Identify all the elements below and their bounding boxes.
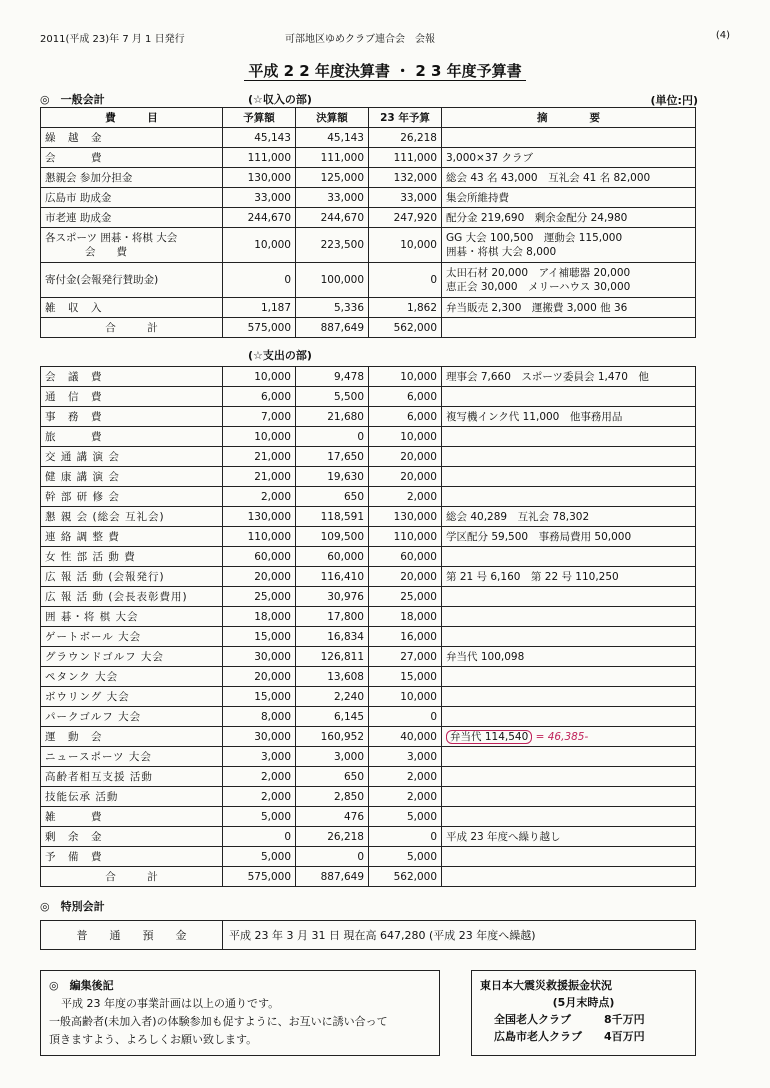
- table-row: 市老連 助成金 244,670 244,670 247,920 配分金 219,690 剰余金配分 24,980: [41, 208, 696, 228]
- expense-label: (☆支出の部): [248, 349, 312, 362]
- table-row: 会 費 111,000 111,000 111,000 3,000×37 クラブ: [41, 148, 696, 168]
- table-row: 幹 部 研 修 会 2,000 650 2,000: [41, 487, 696, 507]
- special-account-label: ◎ 特別会計: [40, 900, 105, 913]
- table-header-row: [41, 108, 696, 128]
- table-row: 交 通 講 演 会 21,000 17,650 20,000: [41, 447, 696, 467]
- issue-date: 2011(平成 23)年 7 月 1 日発行: [40, 34, 185, 45]
- table-row: 懇 親 会 (総会 互礼会) 130,000 118,591 130,000 総会 40,289 互礼会 78,302: [41, 507, 696, 527]
- page-number: (4): [715, 30, 730, 41]
- income-total-row: 合 計 575,000 887,649 562,000: [41, 318, 696, 338]
- table-row: [41, 921, 696, 950]
- org-name: 可部地区ゆめクラブ連合会 会報: [285, 34, 435, 45]
- table-row: ペタンク 大会 20,000 13,608 15,000: [41, 667, 696, 687]
- table-row: 広 報 活 動 (会報発行) 20,000 116,410 20,000 第 21 号 6,160 第 22 号 110,250: [41, 567, 696, 587]
- table-row: 健 康 講 演 会 21,000 19,630 20,000: [41, 467, 696, 487]
- expense-table: [40, 366, 696, 887]
- special-value: 平成 23 年 3 月 31 日 現在高 647,280 (平成 23 年度へ繰越): [223, 921, 696, 950]
- page-header: [40, 30, 730, 46]
- table-row: 寄付金(会報発行賛助金) 0 100,000 0 太田石材 20,000 アイ補聴器 20,000 恵正会 30,000 メリーハウス 30,000: [41, 263, 696, 298]
- table-row: 繰 越 金 45,143 45,143 26,218: [41, 128, 696, 148]
- table-row: 通 信 費 6,000 5,500 6,000: [41, 387, 696, 407]
- table-row: 会 議 費 10,000 9,478 10,000 理事会 7,660 スポーツ委員会 1,470 他: [41, 367, 696, 387]
- table-row: 女 性 部 活 動 費 60,000 60,000 60,000: [41, 547, 696, 567]
- col-budget: 予算額: [223, 108, 296, 128]
- circled-note: 弁当代 114,540: [446, 730, 532, 744]
- table-row: ゲートボール 大会 15,000 16,834 16,000: [41, 627, 696, 647]
- editor-heading: ◎ 編集後記: [49, 979, 114, 992]
- table-row: 連 絡 調 整 費 110,000 109,500 110,000 学区配分 59,500 事務局費用 50,000: [41, 527, 696, 547]
- col-next: 23 年予算: [369, 108, 442, 128]
- table-row: 広島市 助成金 33,000 33,000 33,000 集会所維持費: [41, 188, 696, 208]
- editor-note-box: [40, 970, 440, 1056]
- page-title: 平成 2 2 年度決算書 ・ 2 3 年度予算書: [0, 60, 770, 81]
- col-actual: 決算額: [296, 108, 369, 128]
- income-label: (☆収入の部): [248, 93, 312, 106]
- table-row: グラウンドゴルフ 大会 30,000 126,811 27,000 弁当代 100,098: [41, 647, 696, 667]
- table-row: 雑 費 5,000 476 5,000: [41, 807, 696, 827]
- table-row: パークゴルフ 大会 8,000 6,145 0: [41, 707, 696, 727]
- table-row: ボウリング 大会 15,000 2,240 10,000: [41, 687, 696, 707]
- donation-heading: 東日本大震災救援振金状況: [480, 979, 612, 992]
- general-account-label: ◎ 一般会計: [40, 93, 105, 106]
- table-row: 高齢者相互支援 活動 2,000 650 2,000: [41, 767, 696, 787]
- handwritten-note: = 46,385-: [535, 730, 589, 743]
- editor-line: 頂きますよう、よろしくお願い致します。: [49, 1033, 258, 1046]
- table-row: 囲 碁・将 棋 大会 18,000 17,800 18,000: [41, 607, 696, 627]
- special-table: [40, 920, 696, 950]
- table-row: 事 務 費 7,000 21,680 6,000 複写機インク代 11,000 他事務用品: [41, 407, 696, 427]
- expense-total-row: 合 計 575,000 887,649 562,000: [41, 867, 696, 887]
- special-item: 普 通 預 金: [41, 921, 223, 950]
- editor-line: 一般高齢者(未加入者)の体験参加も促すように、お互いに誘い合って: [49, 1015, 388, 1028]
- table-row: 予 備 費 5,000 0 5,000: [41, 847, 696, 867]
- donation-sub: (5月末時点): [552, 996, 615, 1009]
- income-table: [40, 107, 696, 338]
- col-item: 費 目: [41, 108, 223, 128]
- editor-line: 平成 23 年度の事業計画は以上の通りです。: [61, 997, 280, 1010]
- unit-label: (単位:円): [650, 94, 698, 107]
- table-row: ニュースポーツ 大会 3,000 3,000 3,000: [41, 747, 696, 767]
- table-row: 懇親会 参加分担金 130,000 125,000 132,000 総会 43 名 43,000 互礼会 41 名 82,000: [41, 168, 696, 188]
- col-note: 摘 要: [442, 108, 696, 128]
- donation-row: 全国老人クラブ 8千万円: [494, 1013, 645, 1026]
- donation-row: 広島市老人クラブ 4百万円: [494, 1030, 645, 1043]
- table-row: 旅 費 10,000 0 10,000: [41, 427, 696, 447]
- table-row: 運 動 会 30,000 160,952 40,000 弁当代 114,540 = 46,385-: [41, 727, 696, 747]
- table-row: 雑 収 入 1,187 5,336 1,862 弁当販売 2,300 運搬費 3,000 他 36: [41, 298, 696, 318]
- table-row: 剰 余 金 0 26,218 0 平成 23 年度へ繰り越し: [41, 827, 696, 847]
- table-row: 技能伝承 活動 2,000 2,850 2,000: [41, 787, 696, 807]
- table-row: 広 報 活 動 (会長表彰費用) 25,000 30,976 25,000: [41, 587, 696, 607]
- donation-box: [471, 970, 696, 1056]
- table-row: 各スポーツ 囲碁・将棋 大会 会 費 10,000 223,500 10,000 GG 大会 100,500 運動会 115,000 囲碁・将棋 大会 8,000: [41, 228, 696, 263]
